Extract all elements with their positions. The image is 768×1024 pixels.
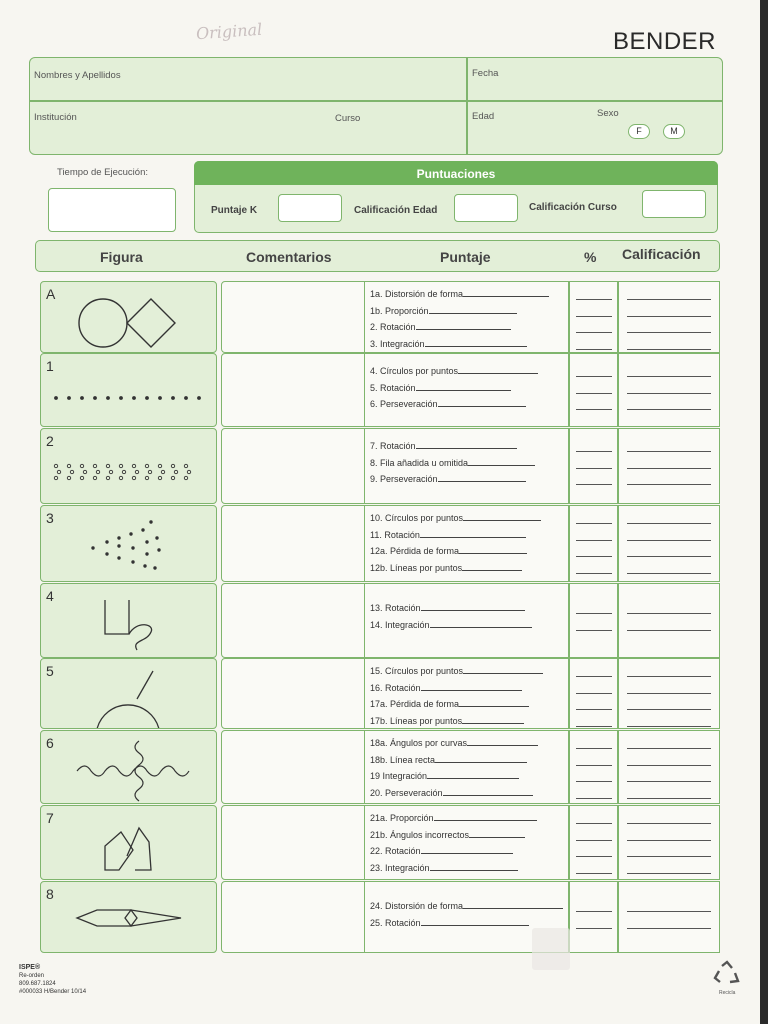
percent-blank[interactable] <box>576 316 612 317</box>
percent-blank[interactable] <box>576 630 612 631</box>
figure-label: 7 <box>46 810 54 826</box>
score-item-label: 1a. Distorsión de forma <box>370 289 464 299</box>
comments-cell[interactable] <box>221 353 369 427</box>
score-item-line[interactable] <box>458 373 538 374</box>
score-item <box>370 846 513 856</box>
paper-stain <box>532 928 570 970</box>
score-item-line[interactable] <box>462 570 522 571</box>
score-item-line[interactable] <box>443 795 533 796</box>
footer-phone: 809.687.1824 <box>19 981 56 987</box>
percent-blank[interactable] <box>576 765 612 766</box>
score-item-line[interactable] <box>421 925 529 926</box>
scores-title: Puntuaciones <box>194 161 718 185</box>
header-grade: Calificación <box>622 246 701 262</box>
comments-cell[interactable] <box>221 505 369 582</box>
score-item <box>370 901 563 911</box>
score-item <box>370 458 535 468</box>
figure-label: 5 <box>46 663 54 679</box>
score-item <box>370 738 538 748</box>
percent-blank[interactable] <box>576 484 612 485</box>
percent-blank[interactable] <box>576 299 612 300</box>
score-item <box>370 322 511 332</box>
footer-brand: ISPE® <box>19 964 41 971</box>
table-header <box>35 240 720 272</box>
score-item-label: 21a. Proporción <box>370 813 434 823</box>
percent-blank[interactable] <box>576 468 612 469</box>
grade-blank[interactable] <box>627 376 711 377</box>
divider <box>568 282 570 352</box>
score-item <box>370 755 527 765</box>
score-item-line[interactable] <box>421 610 525 611</box>
score-item-label: 20. Perseveración <box>370 787 443 798</box>
comments-cell[interactable] <box>221 881 369 953</box>
figure-cell <box>40 881 217 953</box>
identification-box <box>29 57 723 155</box>
percent-blank[interactable] <box>576 376 612 377</box>
percent-blank[interactable] <box>576 613 612 614</box>
score-item-label: 12b. Líneas por puntos <box>370 562 463 573</box>
grade-blank[interactable] <box>627 928 711 929</box>
figure-drawing <box>41 429 216 503</box>
figure-cell <box>40 583 217 658</box>
figure-drawing <box>41 806 216 879</box>
figure-label: 4 <box>46 588 54 604</box>
score-item <box>370 339 527 349</box>
date-label: Fecha <box>472 68 499 79</box>
divider <box>30 100 722 102</box>
percent-blank[interactable] <box>576 676 612 677</box>
comments-cell[interactable] <box>221 805 369 880</box>
percent-blank[interactable] <box>576 823 612 824</box>
score-item <box>370 788 533 798</box>
age-grade-label: Calificación Edad <box>354 205 438 216</box>
divider <box>617 882 619 952</box>
recycle-icon <box>712 960 742 988</box>
header-score: Puntaje <box>440 249 491 265</box>
grade-blank[interactable] <box>627 613 711 614</box>
percent-blank[interactable] <box>576 709 612 710</box>
figure-label: 6 <box>46 735 54 751</box>
score-item-line[interactable] <box>462 723 524 724</box>
score-item-label: 19 Integración <box>370 771 428 781</box>
footer-reorder: Re-orden <box>19 973 45 979</box>
score-item <box>370 603 525 613</box>
score-item-line[interactable] <box>468 465 535 466</box>
percent-blank[interactable] <box>576 409 612 410</box>
score-k-field[interactable] <box>278 194 342 222</box>
sex-male-option[interactable]: M <box>663 124 685 139</box>
handwritten-note: Original <box>195 19 263 44</box>
course-label: Curso <box>335 113 361 124</box>
score-item <box>370 306 517 316</box>
divider <box>617 659 619 728</box>
header-comments: Comentarios <box>246 249 332 265</box>
grade-blank[interactable] <box>627 873 711 874</box>
percent-blank[interactable] <box>576 928 612 929</box>
percent-blank[interactable] <box>576 748 612 749</box>
score-item-label: 4. Círculos por puntos <box>370 366 459 376</box>
percent-blank[interactable] <box>576 726 612 727</box>
figure-label: 3 <box>46 510 54 526</box>
percent-blank[interactable] <box>576 693 612 694</box>
score-item-line[interactable] <box>467 745 538 746</box>
figure-drawing <box>41 506 216 581</box>
figure-drawing <box>41 282 216 352</box>
divider <box>617 506 619 581</box>
grade-blank[interactable] <box>627 709 711 710</box>
score-item <box>370 863 518 873</box>
divider <box>617 282 619 352</box>
divider <box>568 506 570 581</box>
score-item-label: 6. Perseveración <box>370 399 438 409</box>
score-item-line[interactable] <box>429 313 517 314</box>
divider <box>568 429 570 503</box>
score-item-label: 11. Rotación <box>370 529 420 540</box>
percent-blank[interactable] <box>576 349 612 350</box>
sex-label: Sexo <box>597 108 619 119</box>
divider <box>568 659 570 728</box>
score-k-label: Puntaje K <box>211 205 258 216</box>
comments-cell[interactable] <box>221 658 369 729</box>
score-item-line[interactable] <box>425 346 527 347</box>
score-item-line[interactable] <box>421 690 522 691</box>
grade-blank[interactable] <box>627 726 711 727</box>
grade-blank[interactable] <box>627 573 711 574</box>
score-item-label: 24. Distorsión de forma <box>370 901 464 911</box>
grade-blank[interactable] <box>627 349 711 350</box>
score-item-line[interactable] <box>430 627 532 628</box>
score-item <box>370 289 549 299</box>
score-item <box>370 813 537 823</box>
score-item-label: 13. Rotación <box>370 603 421 613</box>
score-item-label: 18a. Ángulos por curvas <box>370 738 468 748</box>
comments-cell[interactable] <box>221 583 369 658</box>
score-item-label: 15. Círculos por puntos <box>370 666 464 676</box>
score-items-cell <box>364 281 720 353</box>
percent-blank[interactable] <box>576 540 612 541</box>
score-item-line[interactable] <box>416 448 517 449</box>
score-item-label: 17a. Pérdida de forma <box>370 699 460 709</box>
score-item-label: 10. Círculos por puntos <box>370 513 464 523</box>
score-item <box>370 563 522 573</box>
sex-female-option[interactable]: F <box>628 124 650 139</box>
score-items-cell <box>364 505 720 582</box>
institution-label: Institución <box>34 112 77 123</box>
figure-cell <box>40 428 217 504</box>
score-item <box>370 474 526 484</box>
figure-drawing <box>41 354 216 426</box>
grade-blank[interactable] <box>627 781 711 782</box>
divider <box>568 731 570 803</box>
grade-blank[interactable] <box>627 316 711 317</box>
score-item-line[interactable] <box>416 329 511 330</box>
score-item-label: 16. Rotación <box>370 682 421 693</box>
score-item <box>370 383 511 393</box>
figure-label: 2 <box>46 433 54 449</box>
divider <box>617 731 619 803</box>
score-items-cell <box>364 583 720 658</box>
figure-cell <box>40 281 217 353</box>
figure-cell <box>40 730 217 804</box>
comments-cell[interactable] <box>221 281 369 353</box>
recycle-label: Recicla <box>719 990 736 996</box>
score-item-label: 22. Rotación <box>370 846 421 856</box>
grade-blank[interactable] <box>627 856 711 857</box>
score-item <box>370 771 519 781</box>
percent-blank[interactable] <box>576 856 612 857</box>
score-item-line[interactable] <box>435 762 527 763</box>
percent-blank[interactable] <box>576 332 612 333</box>
score-items-cell <box>364 428 720 504</box>
score-item-label: 18b. Línea recta <box>370 754 436 765</box>
figure-cell <box>40 353 217 427</box>
divider <box>568 354 570 426</box>
course-grade-field[interactable] <box>642 190 706 218</box>
divider <box>617 429 619 503</box>
grade-blank[interactable] <box>627 823 711 824</box>
percent-blank[interactable] <box>576 840 612 841</box>
percent-blank[interactable] <box>576 393 612 394</box>
header-figure: Figura <box>100 249 143 265</box>
divider <box>617 354 619 426</box>
age-grade-field[interactable] <box>454 194 518 222</box>
percent-blank[interactable] <box>576 451 612 452</box>
score-item-label: 25. Rotación <box>370 917 421 928</box>
score-item-label: 3. Integración <box>370 338 425 349</box>
score-item-line[interactable] <box>469 837 525 838</box>
grade-blank[interactable] <box>627 393 711 394</box>
grade-blank[interactable] <box>627 798 711 799</box>
execution-time-field[interactable] <box>48 188 176 232</box>
comments-cell[interactable] <box>221 730 369 804</box>
score-item <box>370 399 526 409</box>
figure-drawing <box>41 584 216 657</box>
grade-blank[interactable] <box>627 676 711 677</box>
score-items-cell <box>364 805 720 880</box>
score-item-label: 1b. Proporción <box>370 305 429 316</box>
score-item-line[interactable] <box>459 553 527 554</box>
comments-cell[interactable] <box>221 428 369 504</box>
divider <box>466 58 468 154</box>
grade-blank[interactable] <box>627 630 711 631</box>
score-item <box>370 699 529 709</box>
score-item <box>370 716 524 726</box>
percent-blank[interactable] <box>576 873 612 874</box>
grade-blank[interactable] <box>627 748 711 749</box>
figure-drawing <box>41 659 216 728</box>
course-grade-label: Calificación Curso <box>529 202 617 213</box>
divider <box>617 584 619 657</box>
divider <box>568 584 570 657</box>
header-percent: % <box>584 249 597 265</box>
score-item <box>370 683 522 693</box>
score-item-line[interactable] <box>430 870 518 871</box>
grade-blank[interactable] <box>627 332 711 333</box>
grade-blank[interactable] <box>627 409 711 410</box>
score-item-label: 23. Integración <box>370 862 430 873</box>
grade-blank[interactable] <box>627 451 711 452</box>
divider <box>617 806 619 879</box>
score-item-label: 21b. Ángulos incorrectos <box>370 829 470 840</box>
score-item-label: 5. Rotación <box>370 382 416 393</box>
score-item-line[interactable] <box>421 853 513 854</box>
percent-blank[interactable] <box>576 911 612 912</box>
score-item <box>370 666 543 676</box>
percent-blank[interactable] <box>576 798 612 799</box>
score-item-label: 12a. Pérdida de forma <box>370 546 460 556</box>
grade-blank[interactable] <box>627 468 711 469</box>
score-item-line[interactable] <box>463 296 549 297</box>
grade-blank[interactable] <box>627 540 711 541</box>
score-item-line[interactable] <box>463 908 563 909</box>
score-item-line[interactable] <box>438 406 526 407</box>
figure-drawing <box>41 731 216 803</box>
score-items-cell <box>364 658 720 729</box>
grade-blank[interactable] <box>627 299 711 300</box>
score-item-label: 2. Rotación <box>370 322 416 332</box>
percent-blank[interactable] <box>576 573 612 574</box>
grade-blank[interactable] <box>627 556 711 557</box>
score-item <box>370 918 529 928</box>
score-item-line[interactable] <box>463 673 543 674</box>
score-item-label: 14. Integración <box>370 619 430 630</box>
percent-blank[interactable] <box>576 556 612 557</box>
score-item-line[interactable] <box>438 481 526 482</box>
grade-blank[interactable] <box>627 523 711 524</box>
score-item-line[interactable] <box>434 820 537 821</box>
percent-blank[interactable] <box>576 523 612 524</box>
form-title: BENDER <box>612 28 716 55</box>
grade-blank[interactable] <box>627 911 711 912</box>
age-label: Edad <box>472 111 495 122</box>
figure-cell <box>40 505 217 582</box>
grade-blank[interactable] <box>627 484 711 485</box>
figure-cell <box>40 658 217 729</box>
score-item-label: 8. Fila añadida u omitida <box>370 457 469 468</box>
figure-label: 1 <box>46 358 54 374</box>
score-item-line[interactable] <box>416 390 511 391</box>
score-item-label: 17b. Líneas por puntos <box>370 715 463 726</box>
score-item <box>370 366 538 376</box>
score-item-label: 9. Perseveración <box>370 474 438 484</box>
score-item-line[interactable] <box>463 520 541 521</box>
percent-blank[interactable] <box>576 781 612 782</box>
grade-blank[interactable] <box>627 840 711 841</box>
score-item <box>370 830 525 840</box>
figure-label: 8 <box>46 886 54 902</box>
grade-blank[interactable] <box>627 693 711 694</box>
score-item <box>370 546 527 556</box>
score-item-line[interactable] <box>427 778 519 779</box>
footer-info <box>19 964 86 996</box>
score-item <box>370 513 541 523</box>
footer-code: #000033 H/Bender 10/14 <box>19 989 87 995</box>
figure-drawing <box>41 882 216 952</box>
divider <box>568 806 570 879</box>
score-item-line[interactable] <box>459 706 529 707</box>
score-item <box>370 620 532 630</box>
score-item <box>370 441 517 451</box>
score-item-line[interactable] <box>420 537 526 538</box>
score-item <box>370 530 526 540</box>
score-items-cell <box>364 353 720 427</box>
score-items-cell <box>364 730 720 804</box>
grade-blank[interactable] <box>627 765 711 766</box>
figure-cell <box>40 805 217 880</box>
execution-time-label: Tiempo de Ejecución: <box>57 167 149 178</box>
score-item-label: 7. Rotación <box>370 441 416 451</box>
name-label: Nombres y Apellidos <box>34 70 121 81</box>
figure-label: A <box>46 286 56 302</box>
